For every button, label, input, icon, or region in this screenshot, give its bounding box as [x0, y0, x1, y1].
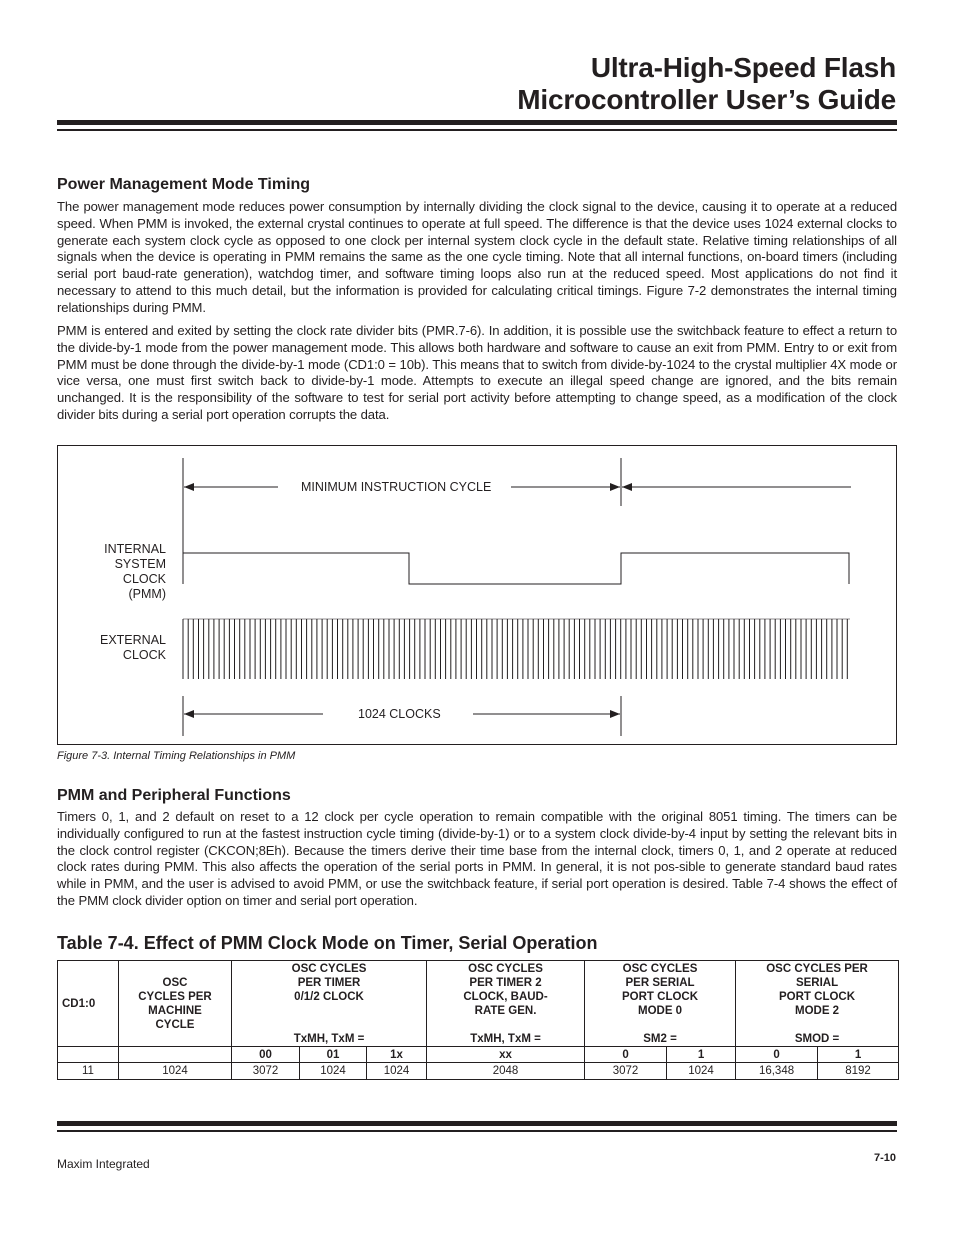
internal-clock-waveform [183, 553, 849, 584]
figure-caption: Figure 7-3. Internal Timing Relationships in PMM [57, 750, 296, 762]
table-cell: 3072 [232, 1063, 300, 1080]
table-header-row [58, 961, 899, 1047]
pmm-effect-table [57, 960, 899, 1080]
footer-company: Maxim Integrated [57, 1157, 150, 1171]
table-cell: 8192 [818, 1063, 899, 1080]
1024-clocks-label: 1024 CLOCKS [358, 707, 441, 721]
subheader-cell: 1 [818, 1047, 899, 1063]
subheader-cell: 01 [300, 1047, 367, 1063]
subheader-cell: 1x [367, 1047, 427, 1063]
header-serial-mode0: OSC CYCLES PER SERIAL PORT CLOCK MODE 0 SM2 = [585, 961, 736, 1047]
table-cell: 3072 [585, 1063, 667, 1080]
paragraph-pmm-entry-exit: PMM is entered and exited by setting the clock rate divider bits (PMR.7-6). In addition, it is possible use the switchback feature to effect a return to the divide-by-1 mode from the power management mode. This allows both hardware and software to cause an exit from PMM. Entry to or exit from PMM must be done through the divide-by-1 mode (CD1:0 = 10b). This means that to switch from divide-by-1024 to the crystal multiplier 4X mode or vice versa, one must first switch back to divide-by-1 mode. Attempts to execute an illegal speed change are ignored, and the bits remain unchanged. It is the responsibility of the software to test for serial port activity before attempting to change speed, as a modification of the clock divider bits during a serial port operation corrupts the data. [57, 323, 897, 422]
min-instruction-cycle-label: MINIMUM INSTRUCTION CYCLE [301, 480, 492, 494]
table-cell: 1024 [119, 1063, 232, 1080]
section-heading-pmm-timing: Power Management Mode Timing [57, 176, 311, 193]
subheader-cell [119, 1047, 232, 1063]
table-cell: 1024 [367, 1063, 427, 1080]
internal-clock-label: INTERNAL SYSTEM CLOCK (PMM) [104, 542, 166, 601]
subheader-cell: xx [427, 1047, 585, 1063]
footer-rule-thick [57, 1121, 897, 1126]
external-clock-label: EXTERNAL CLOCK [100, 633, 166, 662]
header-timer2-clock: OSC CYCLES PER TIMER 2 CLOCK, BAUD- RATE GEN. TxMH, TxM = [427, 961, 585, 1047]
title-line-1: Ultra-High-Speed Flash [590, 52, 896, 83]
header-timer-clock: OSC CYCLES PER TIMER 0/1/2 CLOCK TxMH, TxM = [232, 961, 427, 1047]
footer-rule-thin [57, 1130, 897, 1132]
subheader-cell: 0 [585, 1047, 667, 1063]
table-cell: 1024 [300, 1063, 367, 1080]
external-clock-waveform [183, 619, 850, 679]
table-row [58, 1063, 899, 1080]
subheader-cell [58, 1047, 119, 1063]
section-heading-pmm-peripherals: PMM and Peripheral Functions [57, 787, 291, 804]
table-cell: 2048 [427, 1063, 585, 1080]
paragraph-pmm-peripherals: Timers 0, 1, and 2 default on reset to a 12 clock per cycle operation to remain compatible with the original 8051 timing. The timers can be individually configured to run at the fastest instruction cycle timing (divide-by-1) or to a system clock divide-by-4 input by setting the relevant bits in the clock control register (CKCON;8Eh). Because the timers derive their time base from the internal clock, timers 0, 1, and 2 operate at reduced clock rates during PMM. This also affects the operation of the serial ports in PMM. In general, it is not pos-sible to generate standard baud rates while in PMM, and the user is advised to avoid PMM, or use the switchback feature, if serial port operation is desired. Table 7-4 shows the effect of the PMM clock divider option on timer and serial port operation. [57, 809, 897, 908]
subheader-cell: 0 [736, 1047, 818, 1063]
subheader-cell: 00 [232, 1047, 300, 1063]
table-cell: 1024 [667, 1063, 736, 1080]
table-title: Table 7-4. Effect of PMM Clock Mode on Timer, Serial Operation [57, 933, 598, 953]
page-title [517, 52, 896, 116]
table-subheader-row [58, 1047, 899, 1063]
page-number: 7-10 [873, 1152, 896, 1164]
table-cell: 11 [58, 1063, 119, 1080]
subheader-cell: 1 [667, 1047, 736, 1063]
table-cell: 16,348 [736, 1063, 818, 1080]
header-serial-mode2: OSC CYCLES PER SERIAL PORT CLOCK MODE 2 SMOD = [736, 961, 899, 1047]
header-osc-cycles-machine: OSC CYCLES PER MACHINE CYCLE [119, 961, 232, 1047]
paragraph-pmm-overview: The power management mode reduces power consumption by internally dividing the clock signal to the device, causing it to operate at a reduced speed. When PMM is invoked, the external crystal continues to operate at full speed. The difference is that the device uses 1024 external clocks to generate each system clock cycle as opposed to one clock per internal system clock cycle in the default state. Relative timing relationships of all signals when the device is operating in PMM remains the same as the one cycle timing. Note that all internal functions, on-board timers (including serial port baud-rate generation), watchdog timer, and software timing loops also run at the reduced speed. Most applications do not find it necessary to attend to this much detail, but the information is provided for calculating critical timings. Figure 7-2 demonstrates the internal timing relationships during PMM. [57, 199, 897, 315]
header-rule-thick [57, 120, 897, 125]
title-line-2: Microcontroller User’s Guide [517, 84, 896, 115]
timing-diagram-frame [57, 445, 897, 745]
header-rule-thin [57, 129, 897, 131]
header-cd10: CD1:0 [58, 961, 119, 1047]
